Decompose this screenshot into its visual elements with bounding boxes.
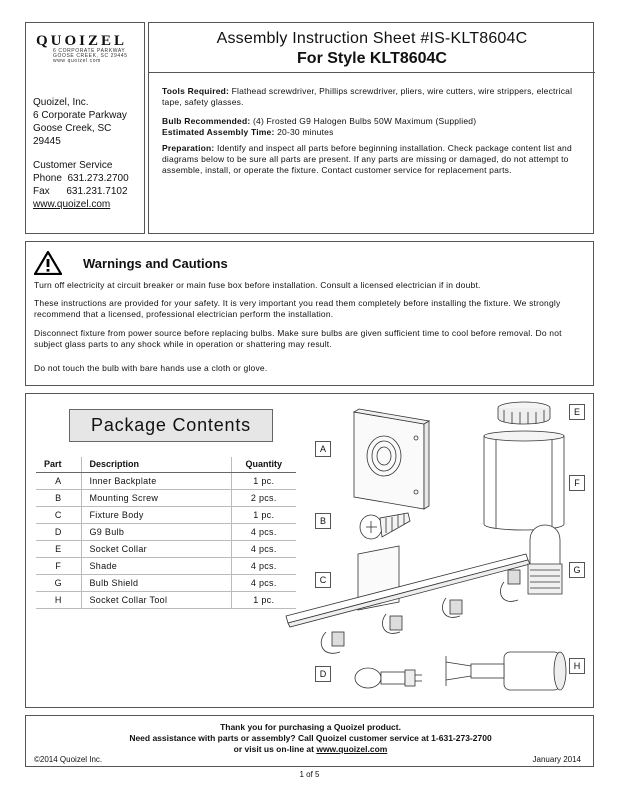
part-quantity: 4 pcs.: [231, 557, 296, 574]
part-quantity: 4 pcs.: [231, 574, 296, 591]
warning-triangle-icon: [34, 251, 62, 275]
fax-number: Fax 631.231.7102: [33, 186, 128, 197]
footer-website-link[interactable]: www.quoizel.com: [316, 744, 388, 754]
instruction-header-panel: [148, 22, 594, 234]
preparation: Preparation: Identify and inspect all parts before beginning installation. Check package content list and diagrams below to be sure all parts are present. If any parts are missing or damaged, do not attempt to assemble, install, or operate the fixture. Contact customer service for replacement parts.: [162, 143, 572, 175]
part-letter: C: [36, 506, 81, 523]
footer-panel: [25, 715, 594, 767]
part-label-d: D: [315, 666, 331, 682]
warnings-title: Warnings and Cautions: [83, 256, 228, 271]
visit-line: or visit us on-line at www.quoizel.com: [233, 744, 388, 754]
fixture-body-drawing: [286, 546, 530, 653]
parts-illustration: [26, 394, 595, 709]
column-header-quantity: Quantity: [231, 457, 296, 472]
part-label-b: B: [315, 513, 331, 529]
part-description: Shade: [81, 557, 231, 574]
part-letter: F: [36, 557, 81, 574]
part-letter: A: [36, 472, 81, 489]
part-label-g: G: [569, 562, 585, 578]
warning-paragraph-4: Do not touch the bulb with bare hands use a cloth or glove.: [34, 363, 268, 373]
part-quantity: 1 pc.: [231, 591, 296, 608]
column-header-description: Description: [81, 457, 231, 472]
logo-website: www quoizel com: [53, 58, 101, 64]
part-letter: D: [36, 523, 81, 540]
customer-service-label: Customer Service: [33, 160, 113, 171]
part-description: Socket Collar Tool: [81, 591, 231, 608]
socket-collar-tool-drawing: [446, 652, 566, 690]
bulb-shield-drawing: [528, 525, 562, 594]
g9-bulb-drawing: [355, 668, 422, 688]
document-subtitle: For Style KLT8604C: [297, 50, 447, 67]
part-letter: H: [36, 591, 81, 608]
part-label-e: E: [569, 404, 585, 420]
phone-number: Phone 631.273.2700: [33, 173, 129, 184]
part-description: Inner Backplate: [81, 472, 231, 489]
part-description: Fixture Body: [81, 506, 231, 523]
warnings-panel: [25, 241, 594, 386]
part-letter: G: [36, 574, 81, 591]
socket-collar-drawing: [498, 402, 550, 424]
warning-paragraph-3: Disconnect fixture from power source before replacing bulbs. Make sure bulbs are given sufficient time to cool before removal. Do not subject glass parts to any shock while in operation or shattering may result.: [34, 328, 562, 349]
inner-backplate-drawing: [354, 409, 429, 509]
part-label-f: F: [569, 475, 585, 491]
company-zip: 29445: [33, 136, 61, 147]
part-description: G9 Bulb: [81, 523, 231, 540]
page-number: 1 of 5: [299, 770, 320, 779]
warning-paragraph-2: These instructions are provided for your safety. It is very important you read them completely before installing the fixture. We strongly recommend that a licensed, professional electrician perform the installation.: [34, 298, 561, 319]
column-header-part: Part: [36, 457, 81, 472]
part-quantity: 4 pcs.: [231, 540, 296, 557]
tools-required: Tools Required: Flathead screwdriver, Phillips screwdriver, pliers, wire cutters, wire strippers, electrical tape, safety glasses.: [162, 86, 573, 107]
warning-paragraph-1: Turn off electricity at circuit breaker or main fuse box before installation. Consult a licensed electrician if in doubt.: [34, 280, 481, 290]
assistance-line: Need assistance with parts or assembly? Call Quoizel customer service at 1-631-273-2700: [129, 733, 492, 743]
package-contents-title: Package Contents: [69, 409, 273, 442]
part-label-h: H: [569, 658, 585, 674]
part-description: Bulb Shield: [81, 574, 231, 591]
package-contents-panel: [25, 393, 594, 708]
part-letter: B: [36, 489, 81, 506]
website-link[interactable]: www.quoizel.com: [33, 199, 111, 210]
part-quantity: 4 pcs.: [231, 523, 296, 540]
part-quantity: 1 pc.: [231, 506, 296, 523]
part-label-a: A: [315, 441, 331, 457]
shade-drawing: [484, 431, 564, 530]
document-title: Assembly Instruction Sheet #IS-KLT8604C: [216, 30, 528, 47]
part-quantity: 2 pcs.: [231, 489, 296, 506]
assembly-time: Estimated Assembly Time: 20-30 minutes: [162, 127, 334, 137]
part-letter: E: [36, 540, 81, 557]
part-description: Socket Collar: [81, 540, 231, 557]
publication-date: January 2014: [532, 755, 581, 764]
copyright: ©2014 Quoizel Inc.: [34, 755, 103, 764]
logo-address-line1: 6 CORPORATE PARKWAY: [53, 48, 126, 54]
company-city: Goose Creek, SC: [33, 123, 112, 134]
thank-you-line: Thank you for purchasing a Quoizel product.: [220, 722, 401, 732]
company-name: Quoizel, Inc.: [33, 97, 89, 108]
part-label-c: C: [315, 572, 331, 588]
company-info-panel: [25, 22, 145, 234]
bulb-recommended: Bulb Recommended: (4) Frosted G9 Halogen Bulbs 50W Maximum (Supplied): [162, 116, 477, 126]
company-street: 6 Corporate Parkway: [33, 110, 127, 121]
mounting-screw-drawing: [360, 513, 410, 539]
part-description: Mounting Screw: [81, 489, 231, 506]
quoizel-logo: QUOIZEL: [36, 33, 128, 49]
part-quantity: 1 pc.: [231, 472, 296, 489]
header-divider: [149, 72, 595, 73]
logo-address-line2: GOOSE CREEK, SC 29445: [53, 53, 128, 59]
